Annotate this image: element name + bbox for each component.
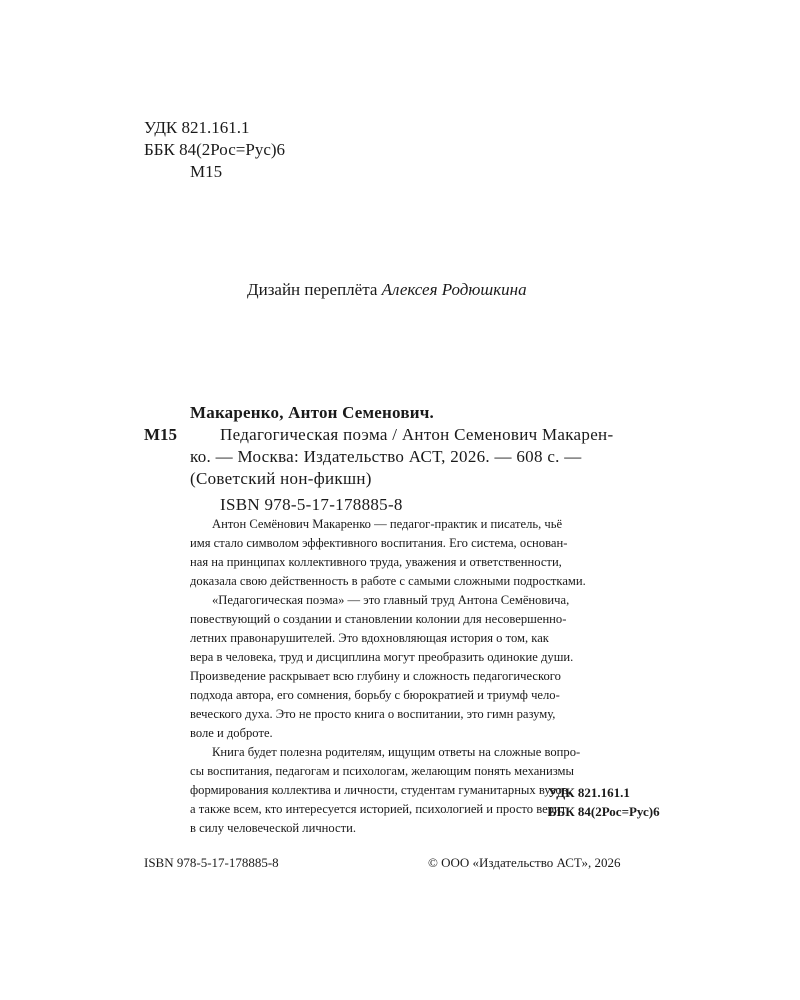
- catalog-series-line: (Советский нон-фикшн): [190, 469, 372, 488]
- annotation-line: в силу человеческой личности.: [190, 821, 356, 835]
- annotation-line: подхода автора, его сомнения, борьбу с бюрократией и триумф чело-: [190, 688, 560, 702]
- bbk-code: ББК 84(2Рос=Рус)6: [144, 140, 286, 159]
- annotation-line: доказала свою действенность в работе с самыми сложными подростками.: [190, 574, 586, 588]
- annotation-line: веческого духа. Это не просто книга о воспитании, это гимн разуму,: [190, 707, 556, 721]
- design-credit-label: Дизайн переплёта: [247, 280, 378, 299]
- annotation-line: летних правонарушителей. Это вдохновляющая история о том, как: [190, 631, 549, 645]
- classification-bbk: ББК 84(2Рос=Рус)6: [548, 804, 660, 819]
- classification-udk: УДК 821.161.1: [548, 785, 630, 800]
- annotation-line: «Педагогическая поэма» — это главный труд Антона Семёновича,: [212, 593, 570, 607]
- author-mark: М15: [190, 162, 223, 181]
- annotation-line: Книга будет полезна родителям, ищущим ответы на сложные вопро-: [212, 745, 581, 759]
- copyright-notice: © ООО «Издательство АСТ», 2026: [428, 855, 621, 870]
- footer-isbn: ISBN 978-5-17-178885-8: [144, 855, 279, 870]
- annotation-line: вера в человека, труд и дисциплина могут преобразить одинокие души.: [190, 650, 574, 664]
- annotation-line: ная на принципах коллективного труда, уважения и ответственности,: [190, 555, 562, 569]
- catalog-isbn: ISBN 978-5-17-178885-8: [220, 495, 403, 514]
- catalog-author: Макаренко, Антон Семенович.: [190, 403, 434, 422]
- annotation-line: имя стало символом эффективного воспитания. Его система, основан-: [190, 536, 568, 550]
- designer-name: Алексея Родюшкина: [381, 280, 527, 299]
- udk-code: УДК 821.161.1: [144, 118, 250, 137]
- annotation-line: а также всем, кто интересуется историей, психологией и просто верит: [190, 802, 567, 816]
- catalog-author-mark: М15: [144, 425, 178, 444]
- annotation-line: воле и доброте.: [190, 726, 273, 740]
- annotation-line: формирования коллектива и личности, студентам гуманитарных вузов,: [190, 783, 571, 797]
- catalog-title-line: Педагогическая поэма / Антон Семенович Макарен-: [220, 425, 614, 444]
- catalog-publisher-line: ко. — Москва: Издательство АСТ, 2026. — 608 с. —: [190, 447, 582, 466]
- cover-design-credit: [247, 279, 527, 301]
- annotation-line: повествующий о создании и становлении колонии для несовершенно-: [190, 612, 567, 626]
- annotation-line: Антон Семёнович Макаренко — педагог-практик и писатель, чьё: [212, 517, 563, 531]
- annotation-line: Произведение раскрывает всю глубину и сложность педагогического: [190, 669, 561, 683]
- annotation-line: сы воспитания, педагогам и психологам, желающим понять механизмы: [190, 764, 574, 778]
